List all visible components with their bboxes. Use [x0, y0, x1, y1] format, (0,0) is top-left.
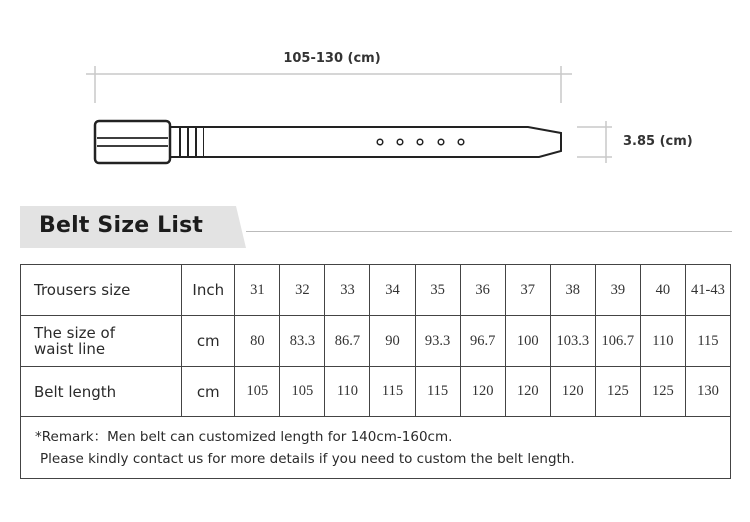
- value-cell: 115: [415, 367, 460, 417]
- belt-illustration: [95, 121, 561, 163]
- value-cell: 130: [685, 367, 730, 417]
- value-cell: 125: [595, 367, 640, 417]
- section-divider: [246, 231, 732, 232]
- remark-line-1: *Remark：Men belt can customized length for 140cm-160cm.: [35, 428, 453, 445]
- value-cell: 83.3: [280, 316, 325, 367]
- value-cell: 106.7: [595, 316, 640, 367]
- value-cell: 90: [370, 316, 415, 367]
- unit-cell: cm: [182, 316, 235, 367]
- value-cell: 40: [640, 265, 685, 316]
- remark-line-2: Please kindly contact us for more details if you need to custom the belt length.: [40, 450, 575, 467]
- table-row-remark: [21, 417, 731, 479]
- value-cell: 35: [415, 265, 460, 316]
- value-cell: 38: [550, 265, 595, 316]
- row-label: [21, 316, 182, 367]
- value-cell: 120: [550, 367, 595, 417]
- table-row-belt-length: [21, 367, 731, 417]
- value-cell: 125: [640, 367, 685, 417]
- unit-cell: Inch: [182, 265, 235, 316]
- value-cell: 41-43: [685, 265, 730, 316]
- value-cell: 120: [460, 367, 505, 417]
- table-row-trousers-size: [21, 265, 731, 316]
- width-label: 3.85 (cm): [623, 134, 693, 149]
- belt-diagram: [0, 0, 750, 200]
- row-label: Belt length: [21, 367, 182, 417]
- belt-size-table: [20, 264, 731, 479]
- value-cell: 115: [370, 367, 415, 417]
- row-label-line-2: waist line: [34, 340, 106, 358]
- value-cell: 37: [505, 265, 550, 316]
- value-cell: 93.3: [415, 316, 460, 367]
- value-cell: 36: [460, 265, 505, 316]
- value-cell: 80: [235, 316, 280, 367]
- value-cell: 34: [370, 265, 415, 316]
- length-label: 105-130 (cm): [283, 51, 381, 66]
- value-cell: 96.7: [460, 316, 505, 367]
- value-cell: 100: [505, 316, 550, 367]
- row-label-line-1: The size of: [34, 324, 115, 342]
- value-cell: 103.3: [550, 316, 595, 367]
- value-cell: 33: [325, 265, 370, 316]
- value-cell: 31: [235, 265, 280, 316]
- remark-cell: [21, 417, 731, 479]
- width-dimension: [577, 121, 612, 163]
- row-label: Trousers size: [21, 265, 182, 316]
- value-cell: 39: [595, 265, 640, 316]
- section-header: [20, 206, 732, 250]
- unit-cell: cm: [182, 367, 235, 417]
- value-cell: 32: [280, 265, 325, 316]
- value-cell: 110: [325, 367, 370, 417]
- value-cell: 105: [235, 367, 280, 417]
- value-cell: 110: [640, 316, 685, 367]
- value-cell: 105: [280, 367, 325, 417]
- section-title: Belt Size List: [39, 213, 204, 238]
- value-cell: 115: [685, 316, 730, 367]
- table-row-waist-line: [21, 316, 731, 367]
- value-cell: 120: [505, 367, 550, 417]
- length-dimension: [86, 66, 572, 103]
- value-cell: 86.7: [325, 316, 370, 367]
